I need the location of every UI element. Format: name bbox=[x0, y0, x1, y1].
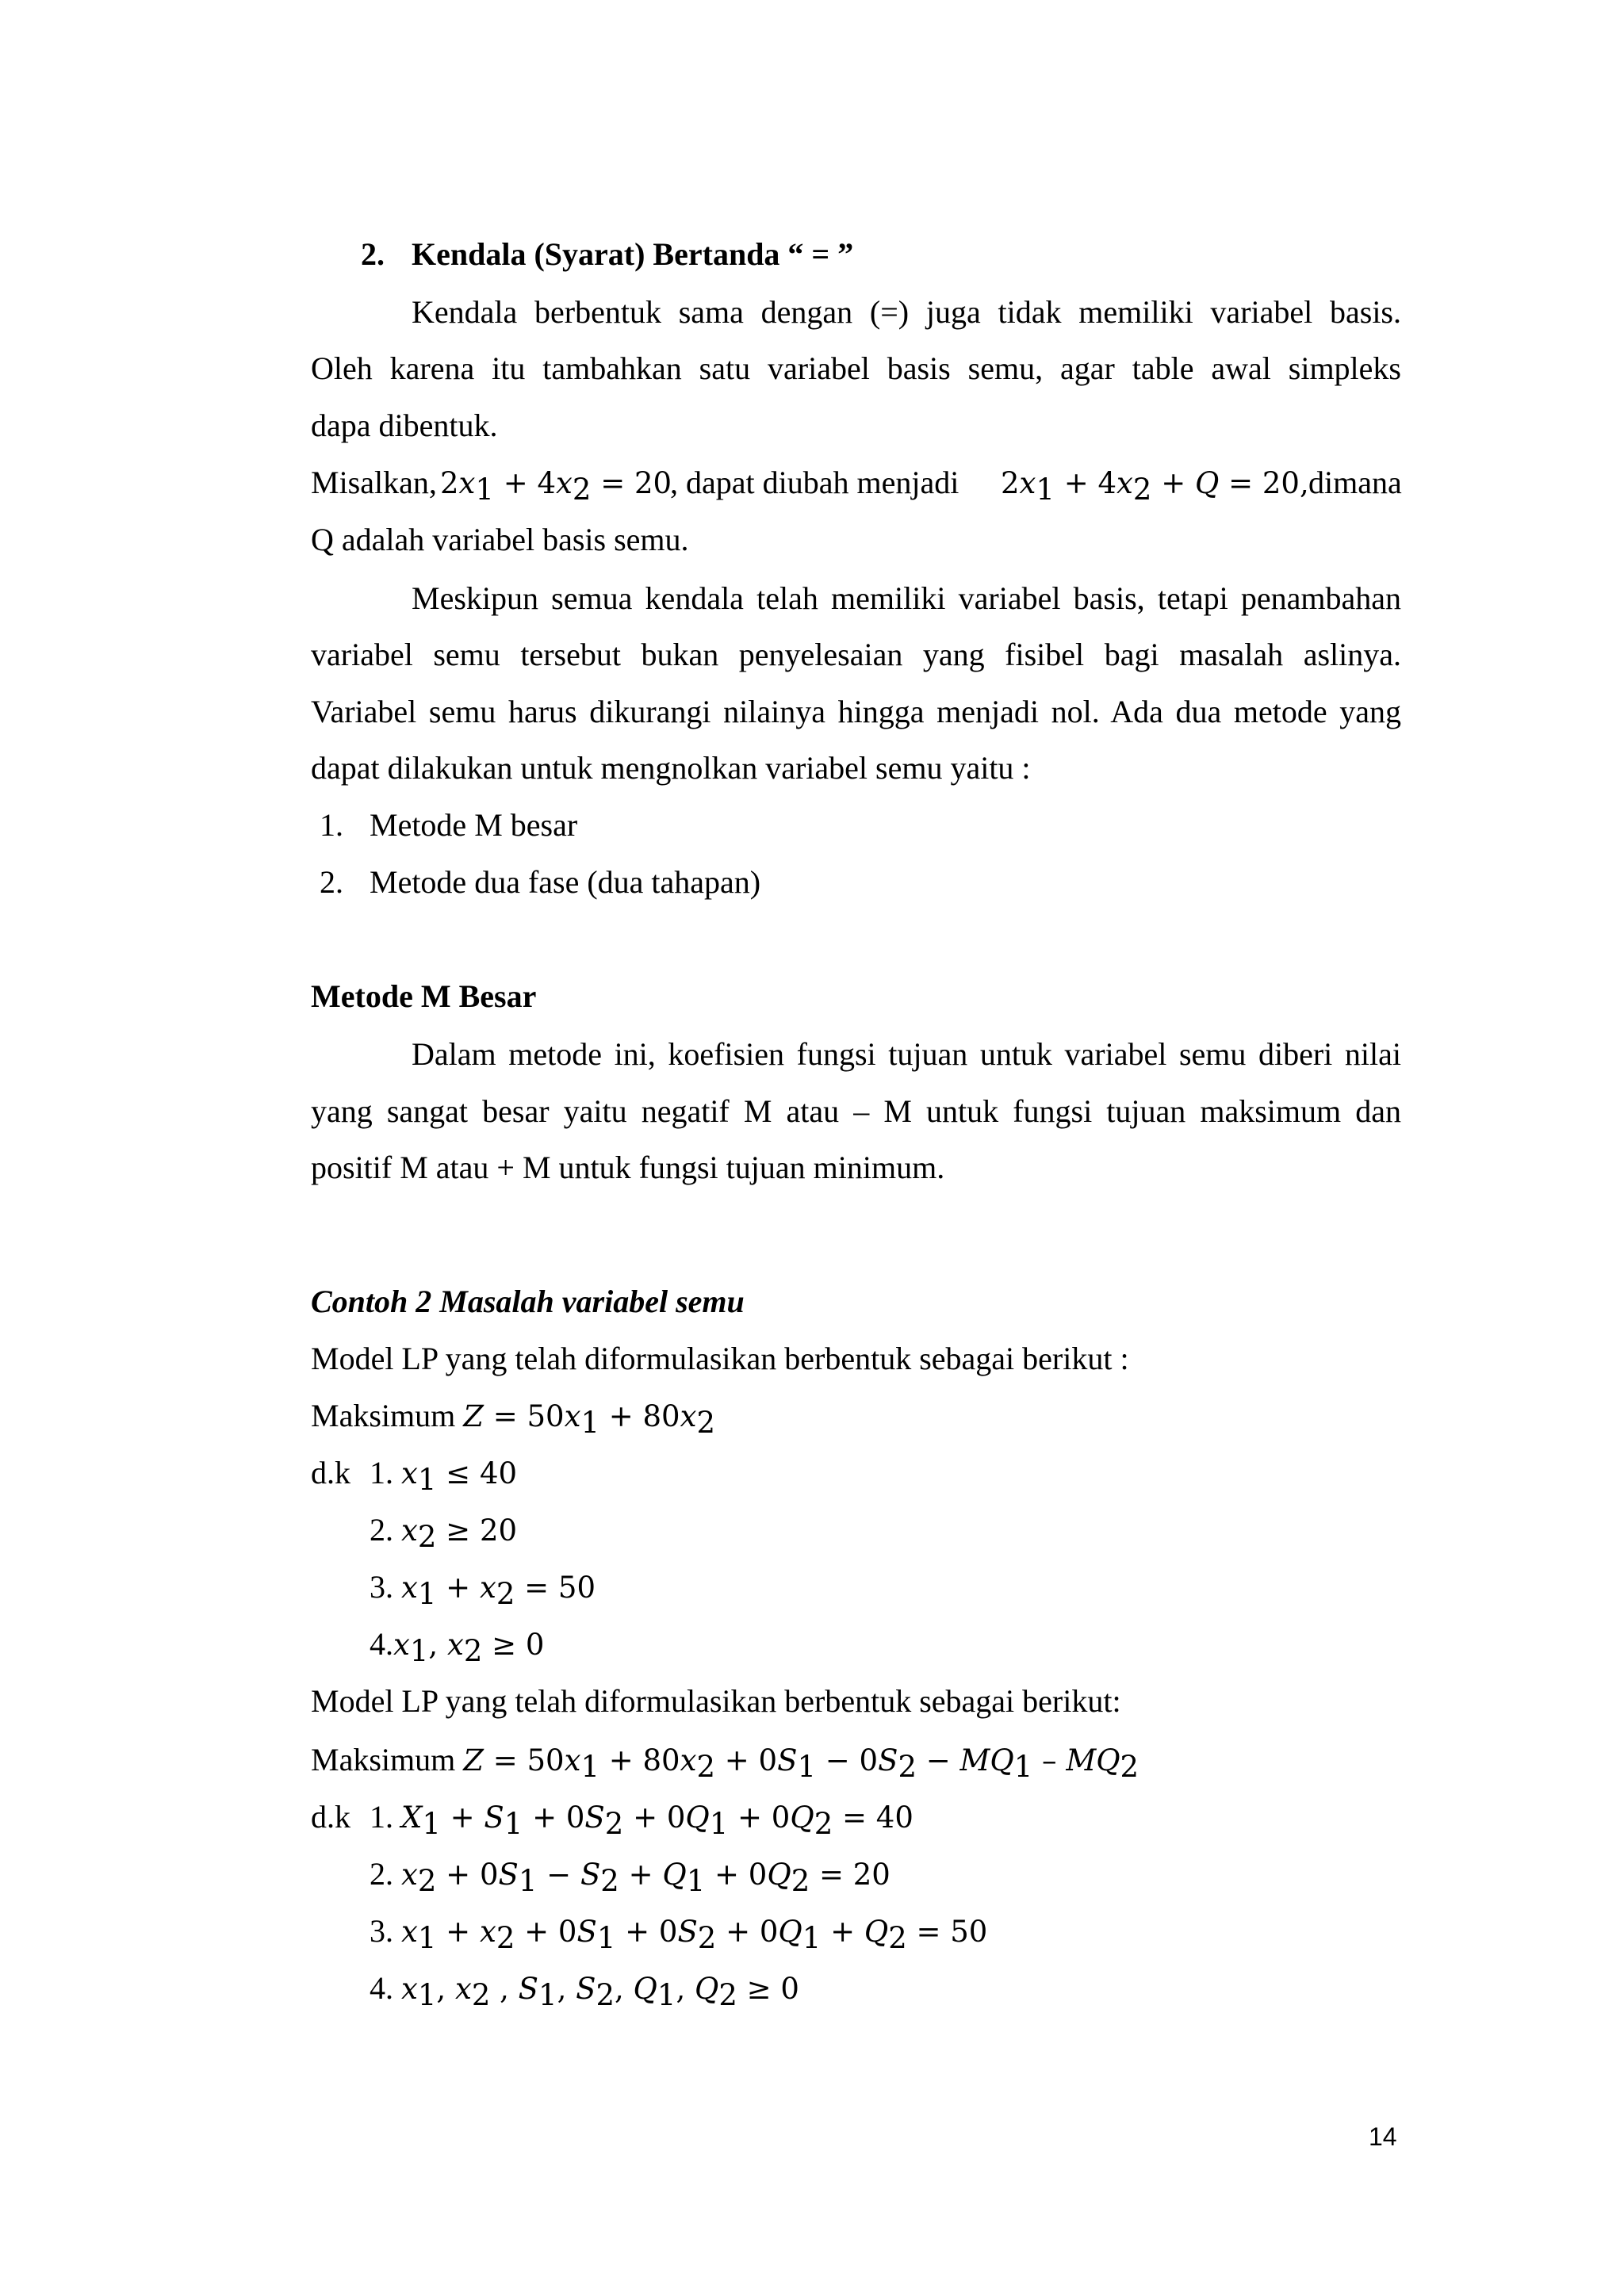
para2-line4: dapat dilakukan untuk mengnolkan variabel semu yaitu : bbox=[311, 750, 1031, 786]
para2-line1: Meskipun semua kendala telah memiliki variabel basis, tetapi penambahan bbox=[412, 580, 1401, 616]
method-1-num: 1. bbox=[320, 807, 343, 843]
formulated-max-label: Maksimum bbox=[311, 1742, 456, 1777]
section-number: 2. bbox=[361, 236, 385, 272]
example-line2: Q adalah variabel basis semu. bbox=[311, 522, 689, 557]
formulated-constraint-2: 2. $x_2 + 0S_1 - S_2 + Q_1 + 0Q_2 = 20$ bbox=[370, 1856, 891, 1898]
mbesar-line3: positif M atau + M untuk fungsi tujuan minimum. bbox=[311, 1150, 945, 1185]
formulated-max-expr: $Z = 50x_1 + 80x_2 + 0S_1 - 0S_2 - MQ_1 - MQ_2$ bbox=[463, 1743, 1139, 1784]
example-middle: , dapat diubah menjadi bbox=[670, 465, 959, 500]
para2-line3: Variabel semu harus dikurangi nilainya hingga menjadi nol. Ada dua metode yang bbox=[311, 694, 1401, 729]
para1-line1: Kendala berbentuk sama dengan (=) juga tidak memiliki variabel basis. bbox=[412, 294, 1401, 330]
para1-line3: dapa dibentuk. bbox=[311, 408, 498, 443]
contoh-constraint-2: 2. $x_2 \ge 20$ bbox=[370, 1512, 518, 1554]
mbesar-line2: yang sangat besar yaitu negatif M atau – M untuk fungsi tujuan maksimum dan bbox=[311, 1093, 1401, 1129]
contoh-max bbox=[311, 1396, 716, 1440]
formulated-max bbox=[311, 1740, 1139, 1784]
contoh-constraint-4: $4.x_1$, $x_2 \ge 0$ bbox=[370, 1626, 545, 1668]
contoh-constraint-3: 3. $x_1 + x_2 = 50$ bbox=[370, 1569, 596, 1611]
mbesar-heading: Metode M Besar bbox=[311, 978, 537, 1014]
contoh-max-expr: $Z = 50x_1 + 80x_2$ bbox=[463, 1399, 716, 1440]
contoh-constraint-1: 1. $x_1 \le 40$ bbox=[370, 1455, 518, 1497]
mbesar-line1: Dalam metode ini, koefisien fungsi tujuan untuk variabel semu diberi nilai bbox=[412, 1036, 1401, 1072]
formulated-dk: d.k bbox=[311, 1799, 350, 1835]
page-number: 14 bbox=[1369, 2122, 1397, 2151]
formulated-constraint-4: 4. $x_1$, $x_2$ , $S_1$, $S_2$, $Q_1$, $Q_2 \ge 0$ bbox=[370, 1970, 799, 2012]
para2-line2: variabel semu tersebut bukan penyelesaian yang fisibel bagi masalah aslinya. bbox=[311, 637, 1401, 672]
method-1-text: Metode M besar bbox=[370, 807, 578, 843]
contoh-dk: d.k bbox=[311, 1455, 350, 1490]
contoh-max-label: Maksimum bbox=[311, 1398, 456, 1433]
section-title: Kendala (Syarat) Bertanda “ = ” bbox=[412, 236, 854, 272]
method-2-num: 2. bbox=[320, 864, 343, 900]
para1-line2: Oleh karena itu tambahkan satu variabel basis semu, agar table awal simpleks bbox=[311, 350, 1401, 386]
contoh-heading: Contoh 2 Masalah variabel semu bbox=[311, 1284, 745, 1319]
contoh-intro: Model LP yang telah diformulasikan berbentuk sebagai berikut : bbox=[311, 1341, 1129, 1376]
example-tail: dimana bbox=[1308, 465, 1402, 500]
example-lead: Misalkan, bbox=[311, 465, 437, 500]
formulated-constraint-3: 3. $x_1 + x_2 + 0S_1 + 0S_2 + 0Q_1 + Q_2 = 50$ bbox=[370, 1913, 988, 1955]
example-eq1: $2x_1 + 4x_2 = 20$ bbox=[440, 466, 672, 507]
example-eq2: $2x_1 + 4x_2 + Q = 20$, bbox=[1001, 466, 1309, 507]
method-2-text: Metode dua fase (dua tahapan) bbox=[370, 864, 761, 900]
formulated-intro: Model LP yang telah diformulasikan berbentuk sebagai berikut: bbox=[311, 1683, 1121, 1719]
formulated-constraint-1: 1. $X_1 + S_1 + 0S_2 + 0Q_1 + 0Q_2 = 40$ bbox=[370, 1799, 914, 1841]
